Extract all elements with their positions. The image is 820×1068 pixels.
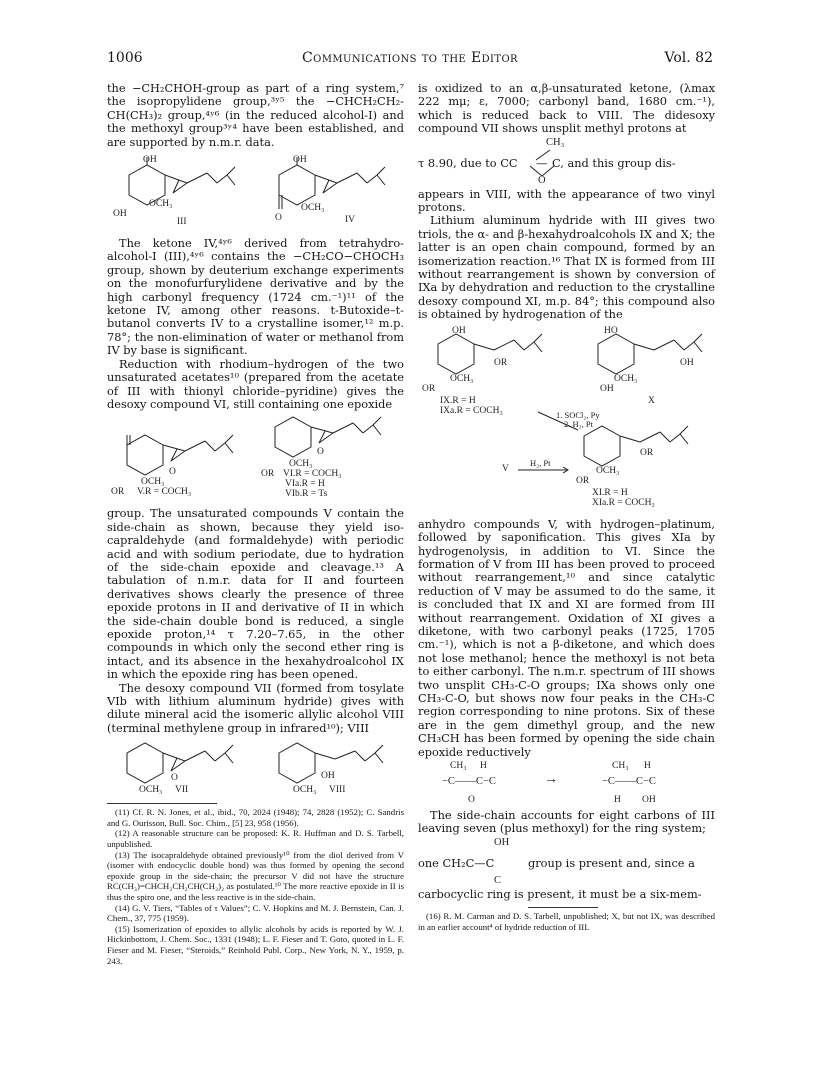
label-oh: OH [452, 325, 466, 336]
paragraph: is oxidized to an α,β-unsaturated ketone, (λmax 222 mμ; ε, 7000; carbonyl band, 1680 cm.⁻¹), which is reduced back to VIII. The didesoxy compound VII shows unsplit methyl protons at [418, 81, 715, 136]
label-och3: OCH₃ [301, 203, 325, 214]
compound-label: XIa.R = COCH₃ [592, 497, 655, 508]
compound-number: VIII [329, 785, 346, 796]
one-group-formula [418, 838, 715, 886]
paragraph: The desoxy compound VII (formed from tosylate VIb with lithium aluminum hydride) gives with dilute mineral acid the isomeric allylic alcohol VIII (terminal methylene group in infrared¹⁰); VIII [107, 680, 404, 735]
paragraph: carbocyclic ring is present, it must be a six-mem- [418, 886, 702, 901]
label-or: OR [111, 487, 125, 498]
reaction-arrow: → [544, 772, 558, 787]
footnote: (16) R. M. Carman and D. S. Tarbell, unpublished; X, but not IX, was described in an earlier account⁴ of hydride reduction of III. [418, 911, 715, 932]
label-och3: OCH₃ [139, 785, 163, 796]
compound-number: VII [175, 785, 189, 796]
compound-label: VIa.R = H [285, 479, 325, 490]
label-och3: OCH₃ [289, 459, 313, 470]
compound-label: IX.R = H [440, 395, 476, 406]
compound-label: X [648, 395, 655, 406]
label-och3: OCH₃ [141, 477, 165, 488]
label-och3: OCH₃ [149, 199, 173, 210]
label-ch3: CH₃ [612, 761, 629, 771]
label-or: OR [576, 475, 590, 486]
label-oh: OH [321, 771, 335, 782]
paragraph: anhydro compounds V, with hydrogen–platinum, followed by saponification. This gives XIa by hydrogenolysis, in addition to VI. Since the formation of V from III has been proved to proceed without rearrangement,¹⁰ and since catalytic reduction of V may be assumed to do the same, it is concluded that IX and XI are formed from III without rearrangement. Oxidation of XI gives a diketone, with two carbonyl peaks (1725, 1705 cm.⁻¹), which is not a β-diketone, and which does not lose methanol; hence the methoxyl is not beta to either carbonyl. The n.m.r. spectrum of III shows two unsplit CH₃-C-O groups; IXa shows only one CH₃-C-O, but shows now four peaks in the CH₃-C region corresponding to nine protons. Six of these are in the gem dimethyl group, and the new CH₃CH has been formed by opening the side chain epoxide reductively [418, 516, 715, 759]
compound-label: V.R = COCH₃ [137, 487, 192, 498]
structure-figure-iii-iv [107, 153, 404, 231]
paragraph: group. The unsaturated compounds V contain the side-chain as shown, because they yield iso-capraldehyde (and formaldehyde) with periodic acid and with sodium periodate, due to hydration of the side-chain epoxide and cleavage.¹³ A tabulation of n.m.r. data for II and fourteen derivatives shows clearly the presence of three epoxide protons in II and derivative of II in which the side-chain double bond is reduced, a single epoxide proton,¹⁴ τ 7.20–7.65, in the other compounds in which only the second ether ring is intact, and its absence in the hexahydroalcohol IX in which the epoxide ring has been opened. [107, 506, 404, 682]
label-oh: OH [113, 209, 127, 220]
footnote: (14) G. V. Tiers, “Tables of τ Values”; C. V. Hopkins and M. J. Bernstein, Can. J. Chem., 37, 775 (1959). [107, 902, 404, 924]
paragraph: the −CH₂CHOH-group as part of a ring system,⁷ the isopropylidene group,³ʸ⁵ the −CHCH₂CH₂-CH(CH₃)₂ group,⁴ʸ⁶ (in the reduced alcohol-I) and the methoxyl group³ʸ⁴ have been established, and are supported by n.m.r. data. [107, 81, 404, 149]
footnote: (15) Isomerization of epoxides to allylic alcohols by acids is reported by W. J. Hickinbottom, J. Chem. Soc., 1331 (1948); L. F. Fieser and T. Goto, quoted in L. F. Fieser and M. Fieser, “Steroids,” Reinhold Publ. Corp., New York, N. Y., 1959, p. 243. [107, 923, 404, 966]
label-och3: OCH₃ [614, 373, 638, 384]
formula-text: one CH₂C—C [418, 855, 495, 870]
label-och3: OCH₃ [450, 373, 474, 384]
label-h: H [644, 761, 651, 771]
label-oh: OH [642, 795, 656, 805]
label-oh: OH [293, 155, 307, 166]
volume-label: Vol. 82 [664, 50, 713, 66]
paragraph: The side-chain accounts for eight carbons of III leaving seven (plus methoxyl) for the ring system; [418, 808, 715, 836]
left-column [107, 82, 404, 966]
label-o: O [169, 467, 176, 478]
label-h: H [480, 761, 487, 771]
page-number: 1006 [107, 50, 143, 66]
label-or: OR [422, 383, 436, 394]
tau-text: τ 8.90, due to CC [418, 155, 518, 170]
reagent-label: 2. H₂, Pt [564, 418, 593, 429]
compound-number: III [177, 217, 187, 228]
footnote: (11) Cf. R. N. Jones, et al., ibid., 70, 2024 (1948); 74, 2828 (1952); C. Sandris and G. Ourisson, Bull. Soc. Chim., [5] 23, 958 (1956). [107, 807, 404, 828]
formula-text: group is present and, since a [528, 855, 695, 870]
compound-label: XI.R = H [592, 487, 628, 498]
structure-figure-ix-xi [418, 326, 715, 512]
label-och3: OCH₃ [596, 465, 620, 476]
label-or: OR [640, 447, 654, 458]
label-o: O [275, 213, 282, 224]
label-o: O [468, 795, 475, 805]
paragraph: Lithium aluminum hydride with III gives two triols, the α- and β-hexahydroalcohols IX and X; the latter is an open chain compound, formed by an isomerization reaction.¹⁶ That IX is formed from III without rearrangement is shown by conversion of IXa by dehydration and reduction to the crystalline desoxy compound XI, m.p. 84°; this compound also is obtained by hydrogenation of the [418, 213, 715, 322]
right-column [418, 82, 715, 932]
label-ch3: CH₃ [450, 761, 467, 771]
label-oh: OH [494, 836, 510, 848]
paragraph: The ketone IV,⁴ʸ⁶ derived from tetrahydro-alcohol-I (III),⁴ʸ⁶ contains the −CH₂CO−CHOCH₃ group, shown by deuterium exchange experiments on the monofurfurylidene derivative and by the high carbonyl frequency (1724 cm.⁻¹)¹¹ of the ketone IV, among other reasons. t-Butoxide–t-butanol converts IV to a crystalline isomer,¹² m.p. 78°; the non-elimination of water or methanol from IV by base is significant. [107, 236, 404, 358]
chain-formula: −C——C−C [602, 776, 656, 787]
reagent-label: H₂, Pt [530, 457, 551, 468]
side-chain-reaction [418, 761, 715, 807]
compound-label: VI.R = COCH₃ [283, 469, 342, 480]
footnote-divider [107, 803, 217, 804]
compound-label: IXa.R = COCH₃ [440, 405, 503, 416]
label-ch3: CH₃ [546, 136, 565, 148]
chain-formula: −C——C−C [442, 776, 496, 787]
tau-inline-formula [418, 138, 715, 186]
label-h: H [614, 795, 621, 805]
paragraph: Reduction with rhodium–hydrogen of the two unsaturated acetates¹⁰ (prepared from the acetate of III with thionyl chloride–pyridine) gives the desoxy compound VI, still containing one epoxide [107, 356, 404, 411]
label-ho: HO [604, 325, 618, 336]
label-oh: OH [680, 357, 694, 368]
compound-label: V [502, 463, 509, 474]
tau-text: C, and this group dis- [552, 155, 676, 170]
footnote-divider [528, 907, 598, 908]
structure-figure-vii-viii [107, 739, 404, 797]
label-o: O [171, 773, 178, 784]
paragraph: appears in VIII, with the appearance of two vinyl protons. [418, 186, 715, 215]
label-c: C [494, 874, 502, 886]
bond-dash: — [536, 155, 548, 170]
reagent-label: 1. SOCl₂, Py [556, 409, 600, 420]
label-or: OR [261, 469, 275, 480]
label-or: OR [494, 357, 508, 368]
structure-figure-v-vi [107, 415, 404, 501]
label-oh: OH [600, 383, 614, 394]
running-title: Communications to the Editor [302, 50, 518, 66]
compound-number: IV [345, 215, 356, 226]
label-o: O [538, 174, 546, 186]
label-o: O [317, 447, 324, 458]
footnote: (13) The isocapraldehyde obtained previously¹⁰ from the diol derived from V (isomer with endocyclic double bond) was thus formed by opening the second epoxide group in the side-chain; the precursor V did not have the structure RC(CH₃)=CHCH₂CH₂CH(CH₃)₂ as postulated.¹⁰ The more reactive epoxide in II is thus the spiro one, and the less reactive is in the side-chain. [107, 849, 404, 902]
label-oh: OH [143, 155, 157, 166]
footnote: (12) A reasonable structure can be proposed: K. R. Huffman and D. S. Tarbell, unpublished. [107, 828, 404, 849]
label-och3: OCH₃ [293, 785, 317, 796]
compound-label: VIb.R = Ts [285, 489, 328, 500]
